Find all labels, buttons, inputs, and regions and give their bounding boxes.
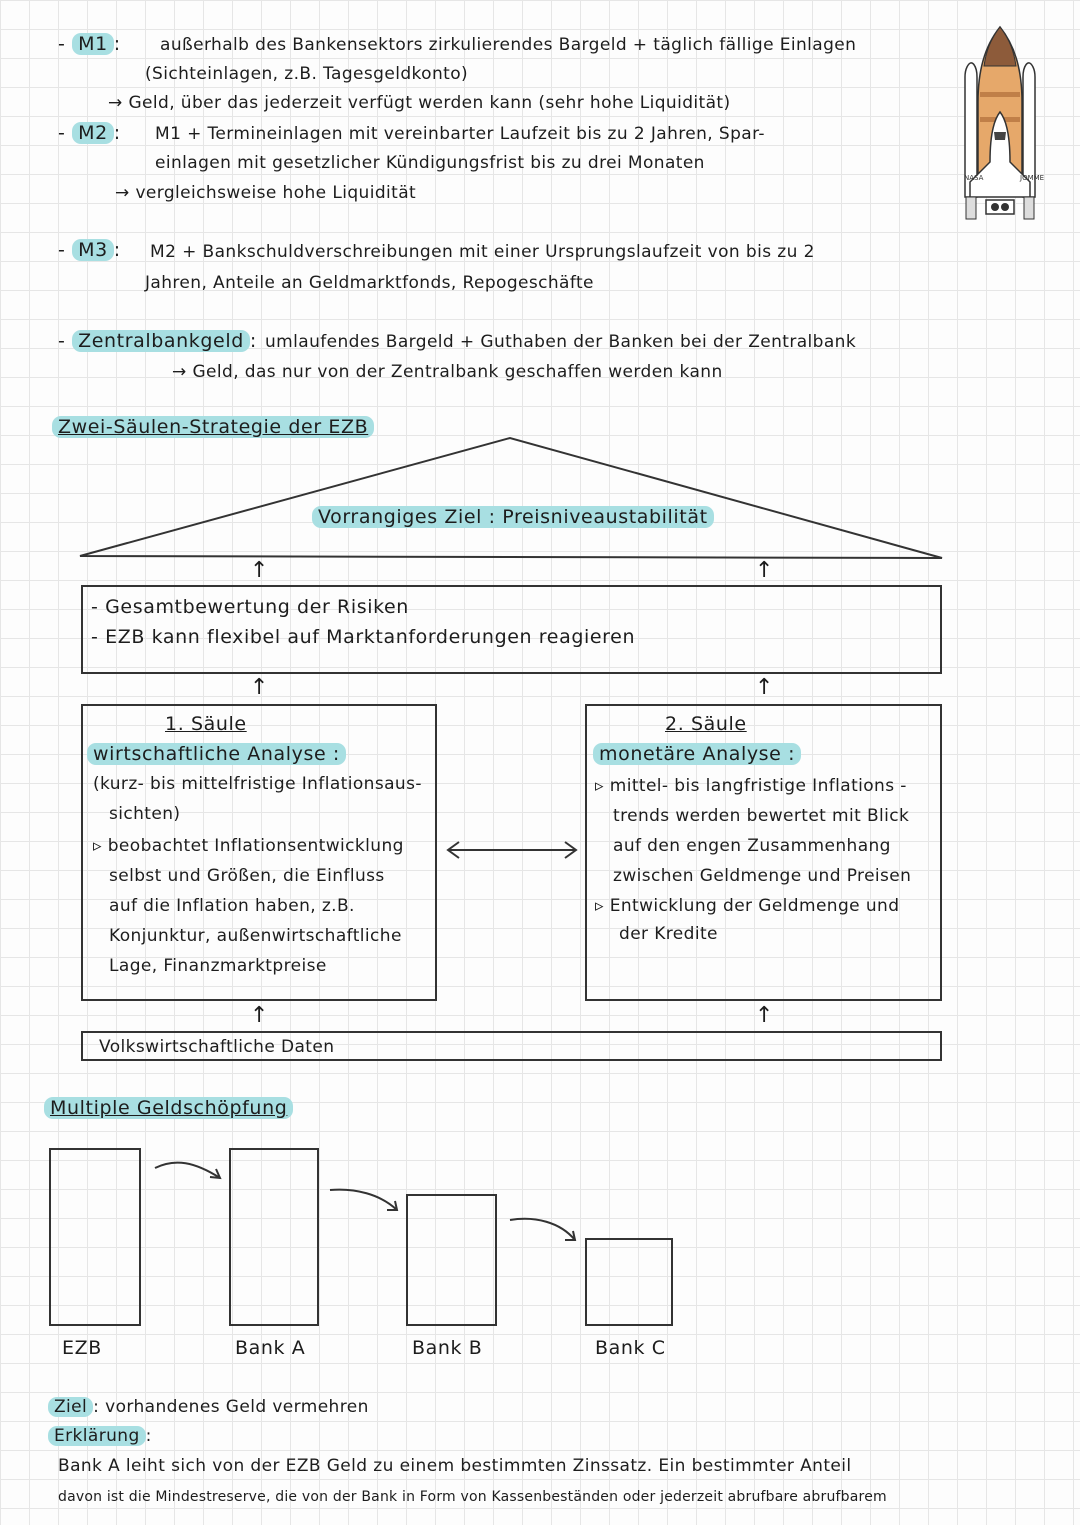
- pillar-2-line: ▹ mittel- bis langfristige Inflations -: [595, 776, 907, 796]
- pillar-2-line: auf den engen Zusammenhang: [613, 836, 891, 856]
- goal-text: vorhandenes Geld vermehren: [105, 1397, 369, 1417]
- roof-label: [312, 505, 714, 529]
- bank-box-b: [406, 1194, 497, 1326]
- arrow-up-icon: ↑: [755, 675, 774, 700]
- pillar-2-line: trends werden bewertet mit Blick: [613, 806, 910, 826]
- bank-label: Bank B: [412, 1337, 483, 1359]
- pillar-1-line: sichten): [109, 804, 181, 824]
- pillar-1-line: Lage, Finanzmarktpreise: [109, 956, 327, 976]
- central-row: [58, 329, 257, 353]
- bullet: -: [58, 330, 66, 352]
- colon: :: [113, 122, 121, 144]
- pillar-1-line: selbst und Größen, die Einfluss: [109, 866, 385, 886]
- pillar-2-subtitle-text: monetäre Analyse :: [593, 743, 801, 765]
- pillar-2-line: der Kredite: [619, 924, 718, 944]
- colon: :: [249, 330, 257, 352]
- pillar-1-subtitle-text: wirtschaftliche Analyse :: [87, 743, 346, 765]
- explanation-line1: Bank A leiht sich von der EZB Geld zu einem bestimmten Zinssatz. Ein bestimmter Anteil: [58, 1456, 852, 1476]
- m1-label: M1: [72, 33, 114, 55]
- explanation-line2: davon ist die Mindestreserve, die von der Bank in Form von Kassenbeständen oder jederzeit abrufbare abrufbarem: [58, 1489, 887, 1505]
- m2-line3: → vergleichsweise hohe Liquidität: [115, 183, 417, 203]
- bullet: -: [58, 239, 66, 261]
- pillar-1-box: [81, 704, 437, 1001]
- assessment-line: - EZB kann flexibel auf Marktanforderungen reagieren: [91, 626, 636, 648]
- assessment-box: [81, 585, 942, 674]
- m2-label: M2: [72, 122, 114, 144]
- explanation-row: [48, 1424, 152, 1448]
- bank-box-ezb: [49, 1148, 141, 1326]
- space-shuttle-icon: [950, 22, 1050, 232]
- m3-row: [58, 238, 121, 262]
- central-label: Zentralbankgeld: [72, 330, 250, 352]
- pillar-2-line: ▹ Entwicklung der Geldmenge und: [595, 896, 900, 916]
- m1-row: [58, 32, 121, 56]
- flow-arrow-icon: [150, 1150, 230, 1190]
- arrow-up-icon: ↑: [250, 558, 269, 583]
- assessment-line: - Gesamtbewertung der Risiken: [91, 596, 409, 618]
- central-line1: umlaufendes Bargeld + Guthaben der Banken bei der Zentralbank: [265, 332, 857, 352]
- pillar-2-box: [585, 704, 942, 1001]
- multiple-heading: [44, 1096, 293, 1120]
- bullet: -: [58, 122, 66, 144]
- m2-line2: einlagen mit gesetzlicher Kündigungsfrist bis zu drei Monaten: [155, 153, 705, 173]
- m1-line3: → Geld, über das jederzeit verfügt werden kann (sehr hohe Liquidität): [108, 93, 731, 113]
- goal-label: Ziel: [48, 1397, 93, 1417]
- pillar-1-line: ▹ beobachtet Inflationsentwicklung: [93, 836, 404, 856]
- base-box: [81, 1031, 942, 1061]
- arrow-up-icon: ↑: [250, 1003, 269, 1028]
- pillar-2-subtitle: [593, 742, 801, 766]
- multiple-heading-text: Multiple Geldschöpfung: [44, 1097, 293, 1119]
- bank-box-c: [585, 1238, 673, 1326]
- shuttle-label-right: JOMME: [1020, 174, 1045, 182]
- m3-line2: Jahren, Anteile an Geldmarktfonds, Repogeschäfte: [145, 273, 594, 293]
- explanation-label: Erklärung: [48, 1426, 146, 1446]
- m1-line2: (Sichteinlagen, z.B. Tagesgeldkonto): [145, 64, 469, 84]
- pillar-1-title: 1. Säule: [165, 713, 247, 735]
- pillar-2-line: zwischen Geldmenge und Preisen: [613, 866, 912, 886]
- roof-triangle: [70, 430, 960, 570]
- arrow-up-icon: ↑: [755, 1003, 774, 1028]
- roof-label-text: Vorrangiges Ziel : Preisniveaustabilität: [312, 506, 714, 528]
- bank-label: Bank C: [595, 1337, 666, 1359]
- bullet: -: [58, 33, 66, 55]
- m1-line1: außerhalb des Bankensektors zirkulierendes Bargeld + täglich fällige Einlagen: [160, 35, 857, 55]
- colon: :: [113, 33, 121, 55]
- central-line2: → Geld, das nur von der Zentralbank geschaffen werden kann: [172, 362, 723, 382]
- shuttle-label-left: NASA: [964, 174, 984, 182]
- pillar-1-subtitle: [87, 742, 346, 766]
- bank-label: EZB: [62, 1337, 102, 1359]
- flow-arrow-icon: [505, 1210, 585, 1250]
- m3-line1: M2 + Bankschuldverschreibungen mit einer Ursprungslaufzeit von bis zu 2: [150, 242, 815, 262]
- m2-line1: M1 + Termineinlagen mit vereinbarter Laufzeit bis zu 2 Jahren, Spar-: [155, 124, 765, 144]
- m2-row: [58, 121, 121, 145]
- colon: :: [93, 1397, 100, 1417]
- pillar-2-title: 2. Säule: [665, 713, 747, 735]
- arrow-up-icon: ↑: [755, 558, 774, 583]
- pillar-1-line: auf die Inflation haben, z.B.: [109, 896, 355, 916]
- bank-box-a: [229, 1148, 319, 1326]
- m3-label: M3: [72, 239, 114, 261]
- bank-label: Bank A: [235, 1337, 306, 1359]
- colon: :: [145, 1426, 152, 1446]
- goal-row: [48, 1395, 369, 1419]
- base-label: Volkswirtschaftliche Daten: [99, 1037, 335, 1057]
- pillar-1-line: Konjunktur, außenwirtschaftliche: [109, 926, 402, 946]
- arrow-up-icon: ↑: [250, 675, 269, 700]
- strategy-heading-text: Zwei-Säulen-Strategie der EZB: [52, 416, 374, 438]
- flow-arrow-icon: [325, 1180, 405, 1220]
- pillar-1-line: (kurz- bis mittelfristige Inflationsaus-: [93, 774, 422, 794]
- double-arrow-icon: [443, 838, 583, 862]
- colon: :: [113, 239, 121, 261]
